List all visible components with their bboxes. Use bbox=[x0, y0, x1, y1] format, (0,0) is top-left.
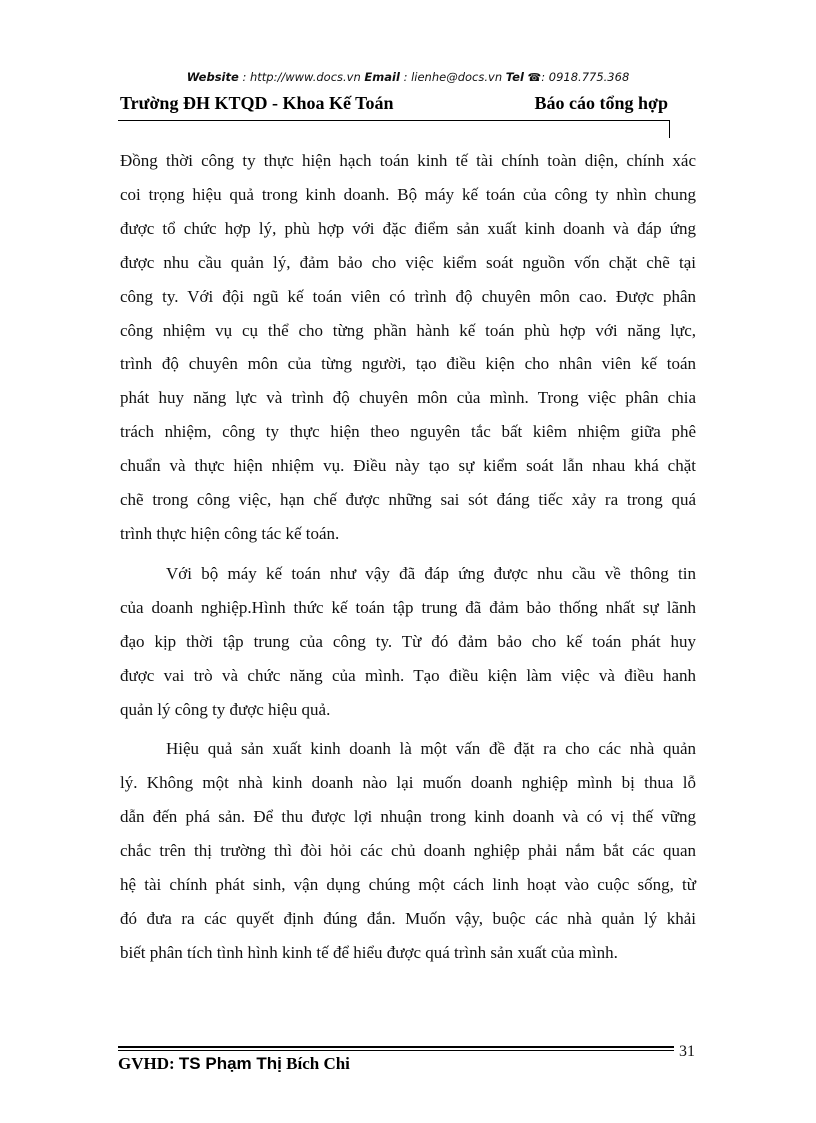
text-line: coi trọng hiệu quả trong kinh doanh. Bộ máy kế toán của công ty nhìn chung bbox=[120, 184, 696, 204]
footer-rule-thin bbox=[118, 1050, 674, 1051]
tel-value: : 0918.775.368 bbox=[541, 70, 630, 84]
text-line: đạo kịp thời tập trung của công ty. Từ đó đảm bảo cho kế toán phát huy bbox=[120, 631, 696, 651]
text-line: Hiệu quả sản xuất kinh doanh là một vấn đề đặt ra cho các nhà quản bbox=[166, 739, 696, 759]
text-line: được vai trò và chức năng của mình. Tạo điều kiện làm việc và điều hanh bbox=[120, 665, 696, 685]
header-side-rule bbox=[669, 120, 670, 138]
phone-icon: ☎ bbox=[527, 71, 542, 84]
text-line: Với bộ máy kế toán như vậy đã đáp ứng được nhu cầu về thông tin bbox=[166, 563, 696, 583]
page-number: 31 bbox=[679, 1043, 695, 1060]
text-line: biết phân tích tình hình kinh tế để hiểu được quá trình sản xuất của mình. bbox=[120, 942, 618, 962]
email-label: Email bbox=[364, 70, 400, 84]
advisor-credit bbox=[118, 1054, 350, 1074]
running-footer bbox=[118, 1054, 688, 1080]
text-line: dẫn đến phá sản. Để thu được lợi nhuận trong kinh doanh và có vị thế vững bbox=[120, 807, 696, 827]
text-line: đó đưa ra các quyết định đúng đắn. Muốn vậy, buộc các nhà quản lý khải bbox=[120, 908, 696, 928]
website-banner bbox=[0, 70, 816, 84]
text-line: trách nhiệm, công ty thực hiện theo nguyên tắc bất kiêm nhiệm giữa phê bbox=[120, 422, 696, 442]
paragraph-3 bbox=[120, 732, 696, 969]
website-label: Website bbox=[186, 70, 239, 84]
text-line: công ty. Với đội ngũ kế toán viên có trình độ chuyên môn cao. Được phân bbox=[120, 286, 696, 306]
gvhd-label: GVHD: bbox=[118, 1054, 175, 1073]
advisor-title-name: TS Phạm Thị bbox=[178, 1054, 282, 1073]
text-line: trình thực hiện công tác kế toán. bbox=[120, 523, 340, 543]
text-line: hệ tài chính phát sinh, vận dụng chúng một cách linh hoạt vào cuộc sống, từ bbox=[120, 875, 696, 895]
text-line: chuẩn và thực hiện nhiệm vụ. Điều này tạo sự kiểm soát lẫn nhau khá chặt bbox=[120, 456, 696, 476]
text-line: công nhiệm vụ cụ thể cho từng phần hành kế toán phù hợp với năng lực, bbox=[120, 320, 696, 340]
text-line: được nhu cầu quản lý, đảm bảo cho việc kiểm soát nguồn vốn chặt chẽ tại bbox=[120, 252, 696, 272]
body-text bbox=[120, 144, 696, 970]
header-report-title: Báo cáo tổng hợp bbox=[534, 93, 668, 113]
text-line: trình độ chuyên môn của từng người, tạo điều kiện cho nhân viên kế toán bbox=[120, 354, 696, 374]
text-line: lý. Không một nhà kinh doanh nào lại muốn doanh nghiệp mình bị thua lỗ bbox=[120, 773, 696, 793]
header-school: Trường ĐH KTQD - Khoa Kế Toán bbox=[120, 93, 394, 113]
email-value: : lienhe@docs.vn bbox=[403, 70, 503, 84]
text-line: được tổ chức hợp lý, phù hợp với đặc điểm sản xuất kinh doanh và đáp ứng bbox=[120, 218, 696, 238]
text-line: của doanh nghiệp.Hình thức kế toán tập trung đã đảm bảo thống nhất sự lãnh bbox=[120, 597, 696, 617]
footer-rule-thick bbox=[118, 1046, 674, 1048]
text-line: chẽ trong công việc, hạn chế được những sai sót đáng tiếc xảy ra trong quá bbox=[120, 490, 696, 510]
text-line: phát huy năng lực và trình độ chuyên môn của mình. Trong việc phân chia bbox=[120, 388, 696, 408]
text-line: chắc trên thị trường thì đòi hỏi các chủ doanh nghiệp phải nắm bắt các quan bbox=[120, 841, 696, 861]
paragraph-2 bbox=[120, 557, 696, 727]
running-header bbox=[118, 90, 670, 118]
header-rule bbox=[118, 120, 670, 121]
advisor-given-name: Bích Chi bbox=[286, 1054, 350, 1073]
text-line: quản lý công ty được hiệu quả. bbox=[120, 699, 331, 719]
text-line: Đồng thời công ty thực hiện hạch toán kinh tế tài chính toàn diện, chính xác bbox=[120, 151, 696, 170]
paragraph-1 bbox=[120, 144, 696, 551]
tel-label: Tel bbox=[505, 70, 524, 84]
website-value: : http://www.docs.vn bbox=[242, 70, 361, 84]
